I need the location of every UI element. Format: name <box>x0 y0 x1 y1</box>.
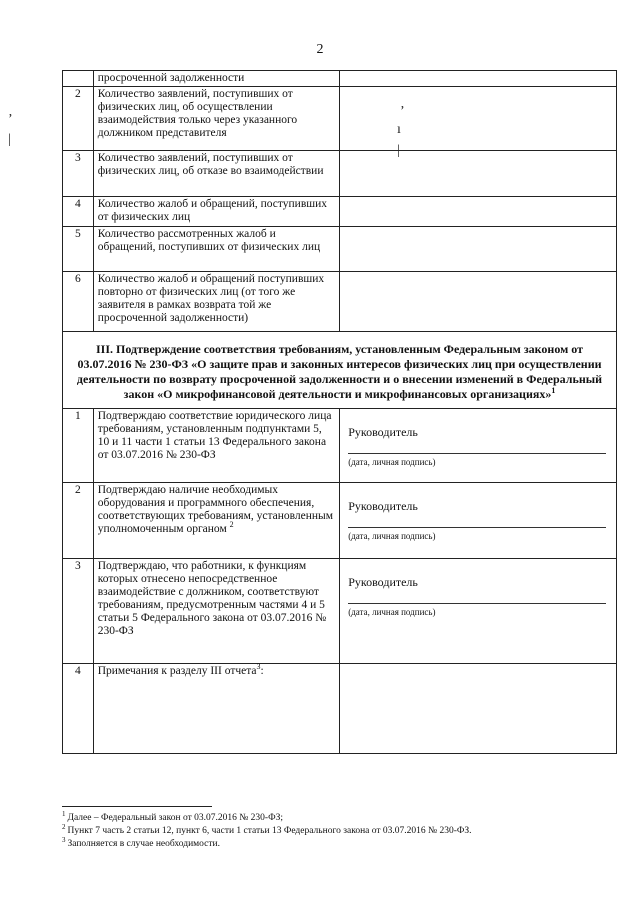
footnote-mark: 3 <box>62 835 66 844</box>
row-text: Подтверждаю, что работники, к функциям которых отнесено непосредственное взаимодействие с должником, соответствуют требованиям, предусмотренным частями 4 и 5 статьи 5 Федерального закона от 03.07.2016 № 230-ФЗ <box>97 560 327 637</box>
row-text: Подтверждаю соответствие юридического лица требованиям, установленным подпунктами 5, 10 и 11 части 1 статьи 13 Федерального закона от 03.07.2016 № 230-ФЗ <box>97 410 332 461</box>
row-description: Количество заявлений, поступивших от физических лиц, об отказе во взаимодействии <box>93 151 339 197</box>
signature-caption: (дата, личная подпись) <box>348 457 436 467</box>
page-number: 2 <box>316 42 324 57</box>
signature-cell[interactable] <box>340 559 617 664</box>
table-row <box>63 483 617 559</box>
signer-role: Руководитель <box>348 499 418 513</box>
footnote-ref: 2 <box>229 520 234 530</box>
value-cell[interactable] <box>340 197 617 227</box>
table-row <box>63 559 617 664</box>
table-row <box>63 272 617 332</box>
row-description: Количество рассмотренных жалоб и обращений, поступивших от физических лиц <box>93 227 339 272</box>
row-description: Количество жалоб и обращений поступивших повторно от физических лиц (от того же заявителя в рамках возврата той же просроченной задолженности) <box>93 272 339 332</box>
table-row <box>63 71 617 87</box>
row-number <box>63 71 94 87</box>
value-cell[interactable] <box>340 71 617 87</box>
footnotes <box>62 809 622 851</box>
table-row <box>63 151 617 197</box>
row-number: 1 <box>63 409 94 483</box>
row-description <box>93 664 339 754</box>
margin-mark: | <box>8 132 11 147</box>
signature-cell[interactable] <box>340 409 617 483</box>
row-number: 2 <box>63 87 94 151</box>
footnote-item <box>62 835 622 851</box>
footnote-ref: 3 <box>256 662 261 672</box>
signature-cell[interactable] <box>340 483 617 559</box>
signature-caption: (дата, личная подпись) <box>348 531 436 541</box>
row-number: 6 <box>63 272 94 332</box>
section-header-row <box>63 332 617 409</box>
footnote-divider <box>62 806 212 807</box>
footnote-text: Далее – Федеральный закон от 03.07.2016 № 230-ФЗ; <box>67 813 283 823</box>
row-number: 3 <box>63 559 94 664</box>
row-text: Примечания к разделу III отчета <box>97 665 257 677</box>
row-number: 2 <box>63 483 94 559</box>
row-text-suffix: : <box>260 665 264 677</box>
row-description: Количество жалоб и обращений, поступивших от физических лиц <box>93 197 339 227</box>
table-row <box>63 227 617 272</box>
footnote-mark: 1 <box>62 809 66 818</box>
footnote-item <box>62 822 622 838</box>
row-number: 4 <box>63 664 94 754</box>
table-row <box>63 87 617 151</box>
row-description <box>93 409 339 483</box>
table-row <box>63 197 617 227</box>
row-description: просроченной задолженности <box>93 71 339 87</box>
value-cell[interactable] <box>340 151 617 197</box>
signature-line[interactable] <box>348 589 606 604</box>
row-description <box>93 559 339 664</box>
section-title <box>63 332 617 409</box>
footnote-ref: 1 <box>551 386 556 395</box>
value-cell[interactable] <box>340 87 617 151</box>
table-row <box>63 664 617 754</box>
value-cell[interactable] <box>340 272 617 332</box>
footnote-text: Заполняется в случае необходимости. <box>67 839 220 849</box>
footnote-text: Пункт 7 часть 2 статьи 12, пункт 6, части 1 статьи 13 Федерального закона от 03.07.2016 № 230-ФЗ. <box>67 826 472 836</box>
signature-line[interactable] <box>348 439 606 454</box>
footnote-item <box>62 809 622 825</box>
row-number: 3 <box>63 151 94 197</box>
handwritten-mark: ı <box>397 122 401 137</box>
signature-caption: (дата, личная подпись) <box>348 607 436 617</box>
handwritten-mark: ʼ <box>400 104 405 119</box>
signer-role: Руководитель <box>348 575 418 589</box>
section-title-text: III. Подтверждение соответствия требованиям, установленным Федеральным законом от 03.07.2016 № 230-ФЗ «О защите прав и законных интересов физических лиц при осуществлении деятельности по возврату просроченной задолженности и о внесении изменений в Федеральный закон «О микрофинансовой деятельности и микрофинансовых организациях» <box>76 342 603 401</box>
row-description: Количество заявлений, поступивших от физических лиц, об осуществлении взаимодействия только через указанного должником представителя <box>93 87 339 151</box>
signer-role: Руководитель <box>348 425 418 439</box>
row-description <box>93 483 339 559</box>
report-table <box>62 70 617 754</box>
handwritten-mark: | <box>397 143 400 158</box>
row-number: 5 <box>63 227 94 272</box>
row-text: Подтверждаю наличие необходимых оборудования и программного обеспечения, соответствующих требованиям, установленным уполномоченным органом <box>97 484 334 535</box>
row-number: 4 <box>63 197 94 227</box>
margin-mark: ʼ <box>8 112 13 127</box>
signature-line[interactable] <box>348 513 606 528</box>
notes-cell[interactable] <box>340 664 617 754</box>
footnote-mark: 2 <box>62 822 66 831</box>
value-cell[interactable] <box>340 227 617 272</box>
table-row <box>63 409 617 483</box>
